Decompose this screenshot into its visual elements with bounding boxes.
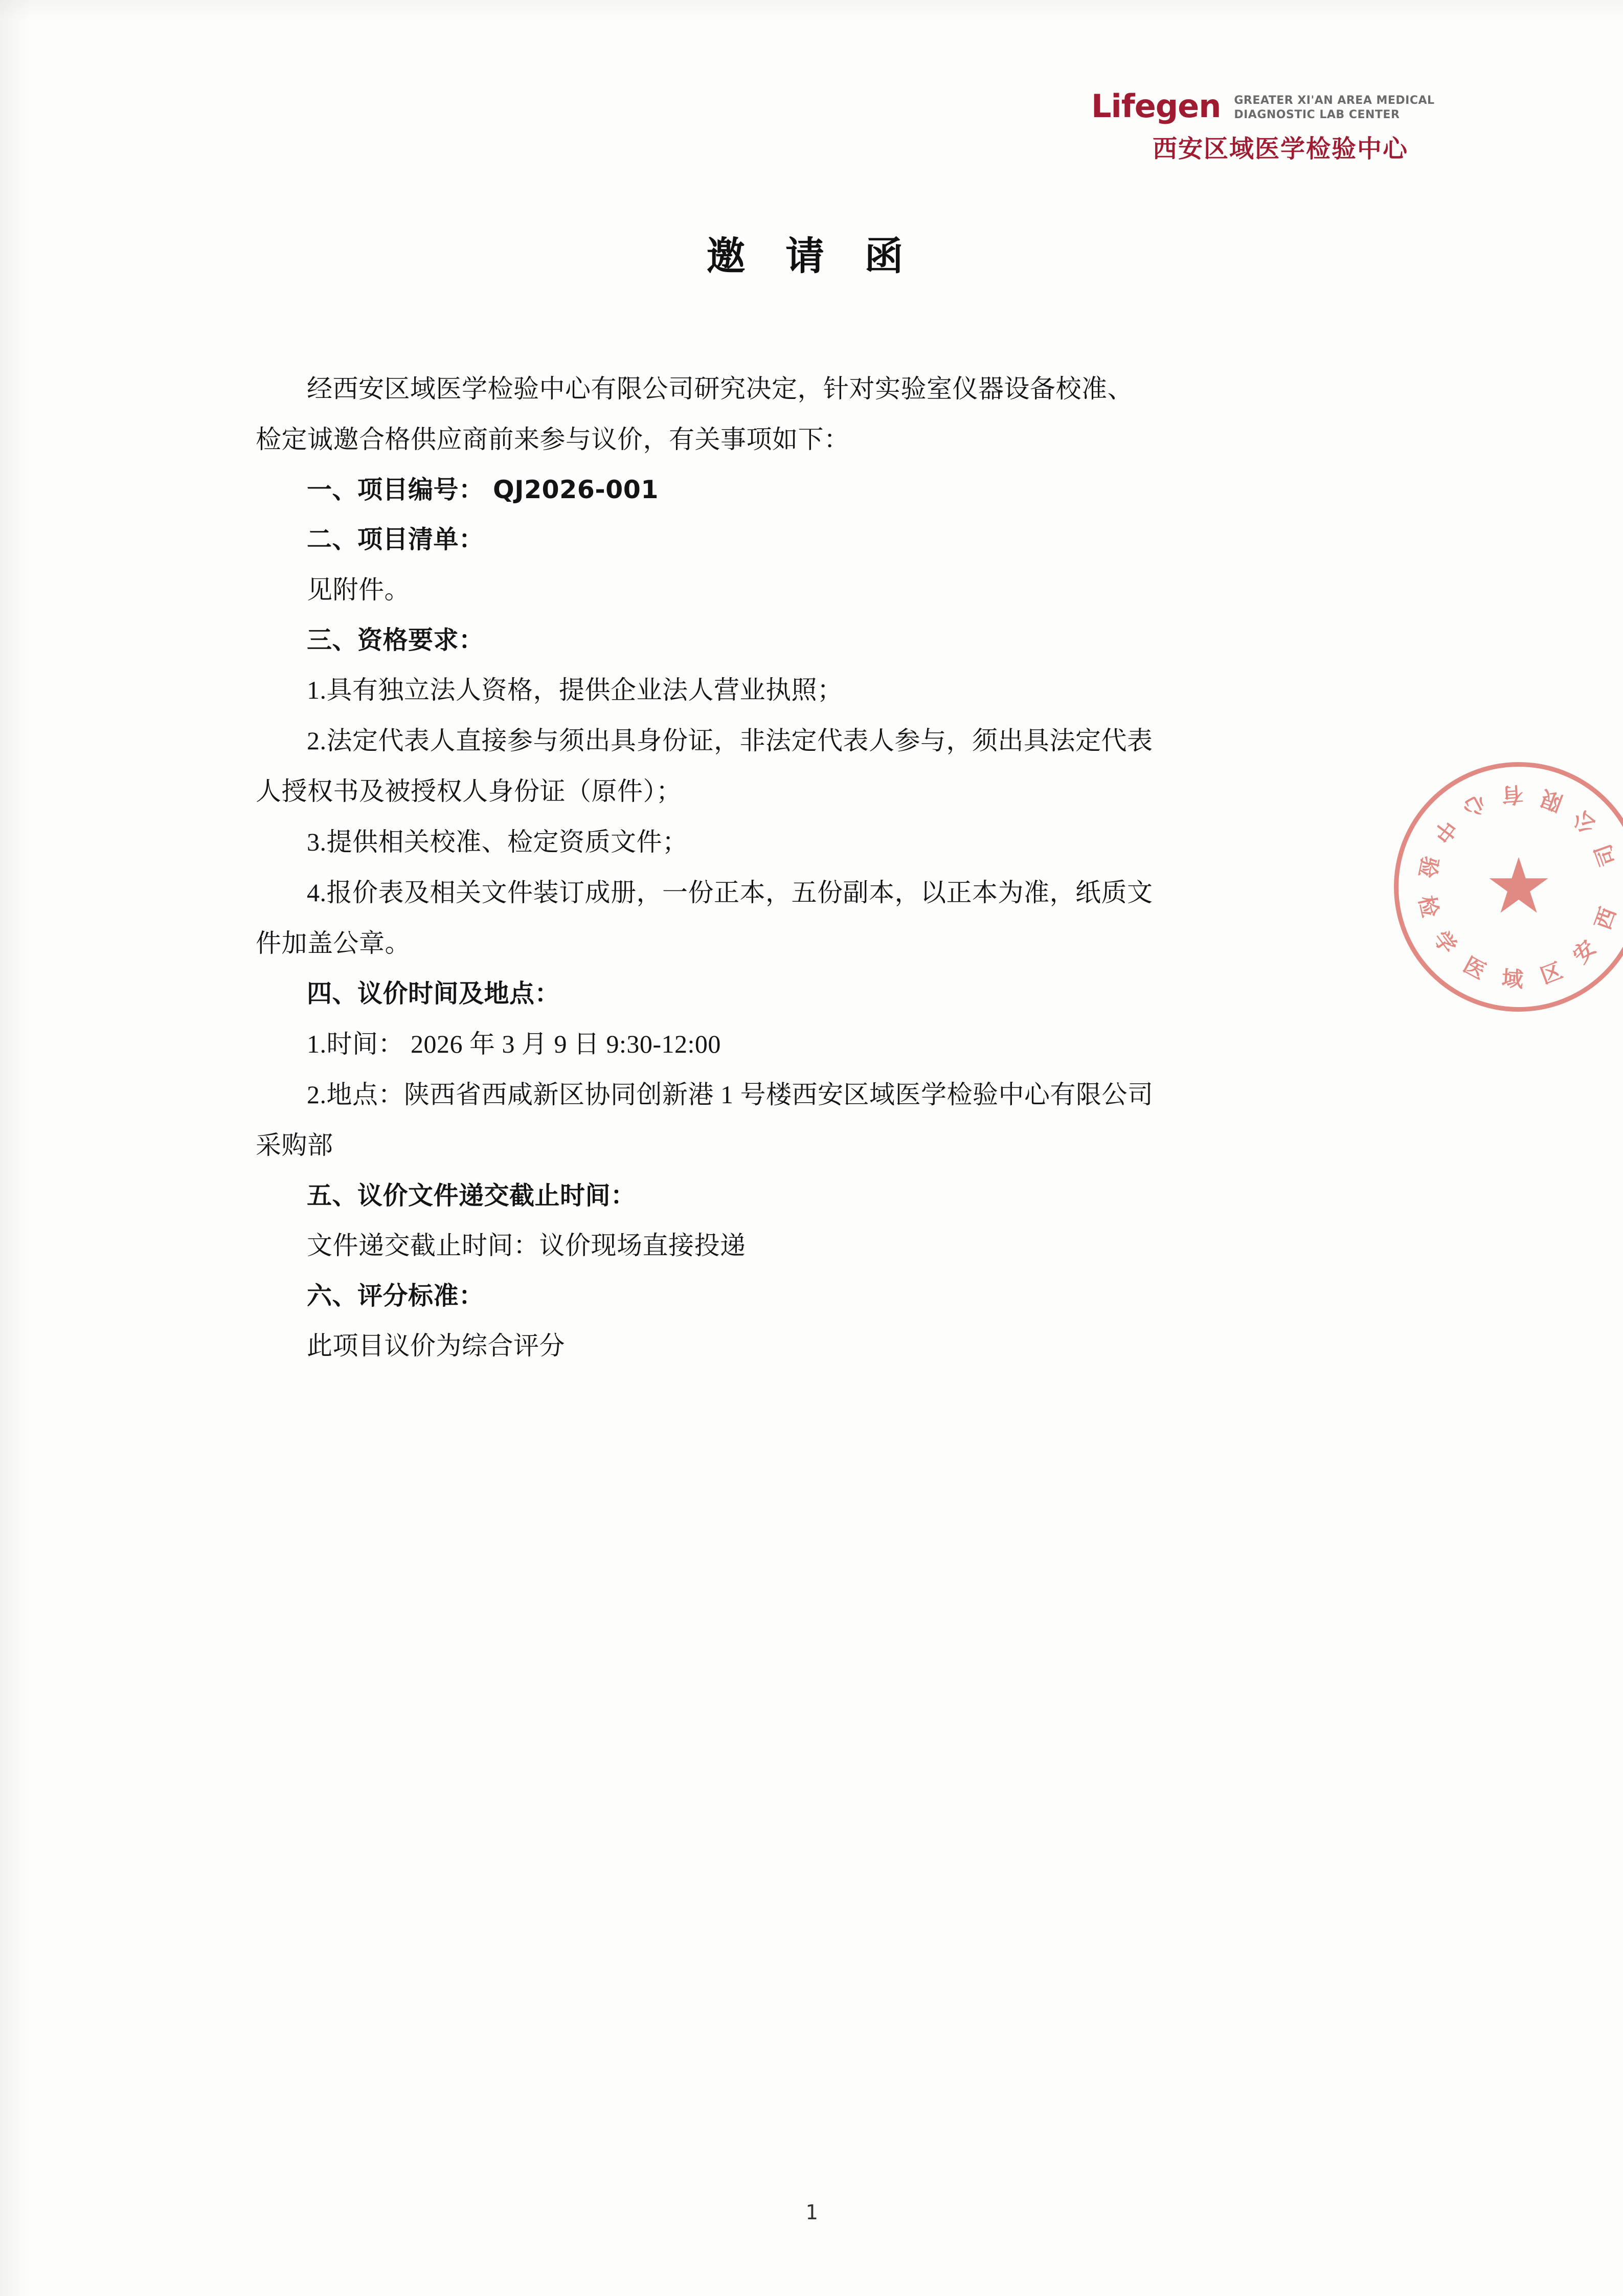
section-3-item-4: 4.报价表及相关文件装订成册，一份正本，五份副本，以正本为准，纸质文: [307, 878, 1153, 907]
section-4-item-2-cont: 采购部: [256, 1130, 333, 1160]
section-6-item-1: 此项目议价为综合评分: [307, 1331, 565, 1361]
seal-char: 域: [1501, 966, 1524, 992]
letterhead: [1091, 87, 1470, 164]
section-3-item-3: 3.提供相关校准、检定资质文件；: [307, 828, 688, 857]
letterhead-english-line1: GREATER XI'AN AREA MEDICAL: [1234, 94, 1435, 107]
lifegen-logo: Lifegen: [1091, 87, 1221, 125]
page-title: 邀 请 函: [706, 233, 917, 279]
seal-char: 限: [1537, 785, 1566, 816]
seal-char: 司: [1590, 841, 1621, 870]
letterhead-chinese-name: 西安区域医学检验中心: [1152, 135, 1408, 163]
seal-char: 公: [1568, 806, 1601, 839]
intro-line-1: 经西安区域医学检验中心有限公司研究决定，针对实验室仪器设备校准、: [307, 374, 1133, 403]
section-heading-5: 五、议价文件递交截止时间：: [307, 1180, 636, 1210]
section-heading-3: 三、资格要求：: [307, 625, 484, 655]
section-4-item-1: 1.时间： 2026 年 3 月 9 日 9:30-12:00: [307, 1029, 721, 1058]
seal-char: 有: [1501, 782, 1524, 808]
letterhead-english-line2: DIAGNOSTIC LAB CENTER: [1234, 108, 1400, 121]
company-seal: [1394, 762, 1623, 1012]
scan-edge-top: [0, 0, 1623, 20]
section-4-item-2: 2.地点：陕西省西咸新区协同创新港 1 号楼西安区域医学检验中心有限公司: [307, 1080, 1154, 1109]
section-3-item-4-cont: 件加盖公章。: [256, 929, 411, 958]
section-heading-4: 四、议价时间及地点：: [307, 979, 560, 1009]
seal-char: 西: [1590, 904, 1621, 933]
section-heading-1: 一、项目编号： QJ2026-001: [307, 475, 659, 504]
seal-char: 心: [1459, 789, 1491, 822]
document-body: [256, 368, 1401, 1376]
section-heading-6: 六、评分标准：: [307, 1281, 484, 1310]
intro-line-2: 检定诚邀合格供应商前来参与议价，有关事项如下：: [256, 425, 850, 454]
seal-char: 安: [1568, 935, 1601, 968]
seal-star-icon: ★: [1484, 844, 1553, 929]
letterhead-logo-row: [1091, 87, 1470, 125]
seal-char: 验: [1414, 854, 1444, 881]
seal-char: 区: [1537, 957, 1566, 989]
section-3-item-2: 2.法定代表人直接参与须出具身份证，非法定代表人参与，须出具法定代表: [307, 726, 1153, 755]
seal-char: 医: [1459, 952, 1491, 985]
section-3-item-2-cont: 人授权书及被授权人身份证（原件）；: [256, 777, 682, 806]
section-2-item-1: 见附件。: [307, 575, 410, 604]
scan-edge-left: [0, 0, 31, 2296]
seal-char: 学: [1428, 926, 1461, 958]
seal-char: 检: [1414, 893, 1444, 920]
seal-char: 中: [1428, 815, 1461, 848]
section-heading-2: 二、项目清单：: [307, 525, 484, 554]
section-5-item-1: 文件递交截止时间：议价现场直接投递: [307, 1231, 746, 1260]
page-number: 1: [805, 2201, 818, 2224]
letterhead-english: [1234, 90, 1434, 122]
section-3-item-1: 1.具有独立法人资格，提供企业法人营业执照；: [307, 676, 843, 705]
